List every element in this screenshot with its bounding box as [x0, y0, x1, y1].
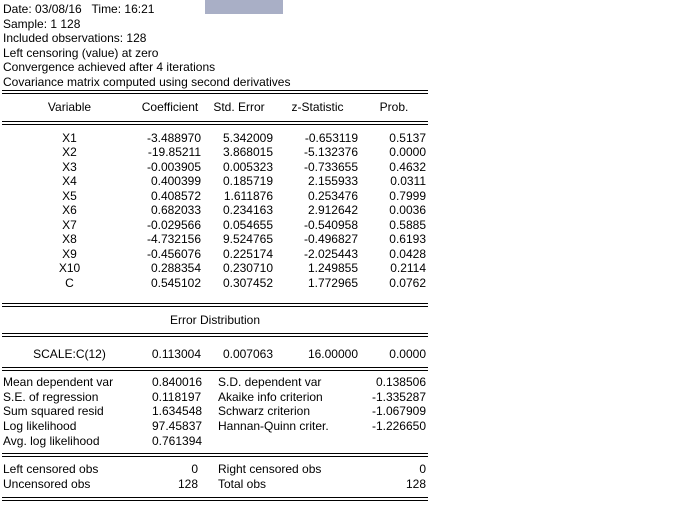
z-statistic-cell: 2.912642	[307, 203, 358, 218]
stat-label: Left censored obs	[3, 462, 99, 477]
std-error-cell: 9.524765	[222, 232, 273, 247]
std-error-cell: 0.230710	[222, 261, 273, 276]
summary-row	[2, 434, 428, 449]
z-statistic-cell: 2.155933	[307, 174, 358, 189]
info-line-censoring: Left censoring (value) at zero	[3, 45, 159, 60]
coef-row-x2	[2, 145, 428, 160]
std-error-cell: 0.185719	[222, 174, 273, 189]
stat-label: Right censored obs	[218, 462, 322, 477]
prob-cell: 0.7999	[389, 188, 426, 203]
censoring-statistics	[2, 457, 428, 497]
column-gap	[200, 434, 217, 449]
variable-cell: X8	[62, 232, 77, 247]
coefficient-cell: 0.288354	[150, 261, 201, 276]
variable-cell: SCALE:C(12)	[33, 346, 106, 361]
coefficient-cell: 0.545102	[150, 276, 201, 291]
summary-row	[2, 375, 428, 390]
std-error-cell: 0.307452	[222, 276, 273, 291]
prob-cell: 0.0762	[389, 276, 426, 291]
stat-label: S.E. of regression	[3, 389, 99, 404]
stat-label: Mean dependent var	[3, 375, 114, 390]
coef-row-x10	[2, 261, 428, 276]
z-statistic-cell: -5.132376	[303, 145, 358, 160]
variable-cell: X1	[62, 130, 77, 145]
prob-cell: 0.0000	[389, 346, 426, 361]
coefficient-cell: -4.732156	[146, 232, 201, 247]
stat-value: -1.335287	[371, 389, 426, 404]
output-content	[2, 2, 428, 501]
column-gap	[200, 375, 217, 390]
stat-label: Total obs	[218, 476, 267, 491]
coefficient-table	[2, 125, 428, 303]
z-statistic-cell: 1.772965	[307, 276, 358, 291]
column-gap	[200, 477, 217, 492]
variable-cell: X3	[62, 159, 77, 174]
prob-cell: 0.0428	[389, 246, 426, 261]
error-distribution-table	[2, 337, 428, 368]
prob-cell: 0.5137	[389, 130, 426, 145]
stat-value: 128	[405, 476, 426, 491]
column-gap	[200, 419, 217, 434]
prob-cell: 0.0000	[389, 145, 426, 160]
info-line-observations: Included observations: 128	[3, 31, 147, 46]
stat-value: 0.118197	[152, 389, 202, 404]
coefficient-cell: 0.682033	[150, 203, 201, 218]
stat-label: Akaike info criterion	[218, 389, 323, 404]
stat-value: 1.634548	[152, 404, 203, 419]
z-statistic-cell: 16.00000	[307, 346, 358, 361]
coefficient-cell: 0.408572	[150, 188, 201, 203]
coefficient-cell: -0.003905	[146, 159, 201, 174]
coefficient-cell: -0.456076	[146, 246, 201, 261]
info-line-date-time: Date: 03/08/16 Time: 16:21	[3, 2, 155, 16]
stat-value: 0.840016	[152, 375, 203, 390]
summary-statistics	[2, 371, 428, 453]
std-error-cell: 5.342009	[222, 130, 273, 145]
variable-cell: X7	[62, 217, 77, 232]
stat-label: S.D. dependent var	[218, 375, 322, 390]
variable-cell: X4	[62, 174, 77, 189]
prob-cell: 0.5885	[389, 217, 426, 232]
coef-row-c	[2, 276, 428, 291]
table-bottom-rule	[2, 497, 428, 501]
z-statistic-cell: -0.733655	[303, 159, 358, 174]
prob-cell: 0.0036	[389, 203, 426, 218]
stat-label: Sum squared resid	[3, 404, 104, 419]
censor-row	[2, 477, 428, 492]
std-error-cell: 0.234163	[222, 203, 273, 218]
prob-cell: 0.4632	[389, 159, 426, 174]
coefficient-cell: 0.113004	[151, 346, 201, 361]
prob-cell: 0.2114	[390, 261, 426, 276]
stat-label: Uncensored obs	[3, 476, 91, 491]
coef-row-x9	[2, 247, 428, 262]
summary-row	[2, 419, 428, 434]
info-line-convergence: Convergence achieved after 4 iterations	[3, 60, 216, 75]
std-error-cell: 0.005323	[222, 159, 273, 174]
stat-label: Hannan-Quinn criter.	[218, 418, 329, 433]
stat-value: 97.45837	[152, 418, 203, 433]
stat-value: 0	[419, 462, 426, 477]
stat-value: 128	[177, 476, 198, 491]
prob-cell: 0.0311	[390, 174, 426, 189]
z-statistic-cell: 1.249855	[307, 261, 358, 276]
coefficient-cell: 0.400399	[150, 174, 201, 189]
std-error-cell: 0.225174	[222, 246, 273, 261]
coef-row-x8	[2, 232, 428, 247]
header-coefficient: Coefficient	[141, 99, 199, 114]
summary-row	[2, 390, 428, 405]
std-error-cell: 3.868015	[222, 145, 273, 160]
std-error-cell: 1.611876	[223, 188, 273, 203]
column-gap	[200, 404, 217, 419]
header-std-error: Std. Error	[213, 99, 265, 114]
header-z-statistic: z-Statistic	[291, 99, 344, 114]
std-error-cell: 0.054655	[222, 217, 273, 232]
stat-value: 0.138506	[375, 375, 426, 390]
variable-cell: C	[65, 276, 74, 291]
variable-cell: X9	[62, 246, 77, 261]
stat-value: -1.226650	[371, 418, 426, 433]
coef-row-x4	[2, 174, 428, 189]
stat-label: Schwarz criterion	[218, 404, 311, 419]
estimation-info	[2, 2, 428, 90]
variable-cell: X2	[62, 145, 77, 160]
variable-cell: X6	[62, 203, 77, 218]
variable-cell: X5	[62, 188, 77, 203]
coef-row-x7	[2, 218, 428, 233]
z-statistic-cell: -2.025443	[303, 246, 358, 261]
header-variable: Variable	[47, 99, 92, 114]
coefficient-cell: -0.029566	[146, 217, 201, 232]
summary-row	[2, 404, 428, 419]
column-gap	[200, 390, 217, 405]
stat-value: -1.067909	[371, 404, 426, 419]
stat-label: Log likelihood	[3, 418, 77, 433]
std-error-cell: 0.007063	[222, 346, 273, 361]
coef-table-header	[2, 94, 428, 121]
coef-row-x1	[2, 131, 428, 146]
stat-value: 0.761394	[152, 433, 203, 448]
scale-row	[2, 347, 428, 362]
error-distribution-title: Error Distribution	[169, 312, 261, 327]
stat-label	[217, 434, 342, 449]
z-statistic-cell: -0.653119	[304, 130, 358, 145]
stat-label: Avg. log likelihood	[3, 433, 100, 448]
header-prob: Prob.	[379, 99, 409, 114]
z-statistic-cell: -0.540958	[303, 217, 358, 232]
variable-cell: X10	[58, 261, 81, 276]
stat-value	[342, 434, 428, 449]
coef-row-x6	[2, 203, 428, 218]
z-statistic-cell: -0.496827	[303, 232, 358, 247]
censor-row	[2, 462, 428, 477]
column-gap	[200, 462, 217, 477]
info-line-covariance: Covariance matrix computed using second derivatives	[3, 74, 291, 89]
coef-row-x5	[2, 189, 428, 204]
z-statistic-cell: 0.253476	[307, 188, 358, 203]
stat-value: 0	[191, 462, 198, 477]
coefficient-cell: -19.85211	[147, 145, 201, 160]
coefficient-cell: -3.488970	[146, 130, 201, 145]
prob-cell: 0.6193	[389, 232, 426, 247]
coef-row-x3	[2, 160, 428, 175]
info-line-sample: Sample: 1 128	[3, 16, 81, 31]
